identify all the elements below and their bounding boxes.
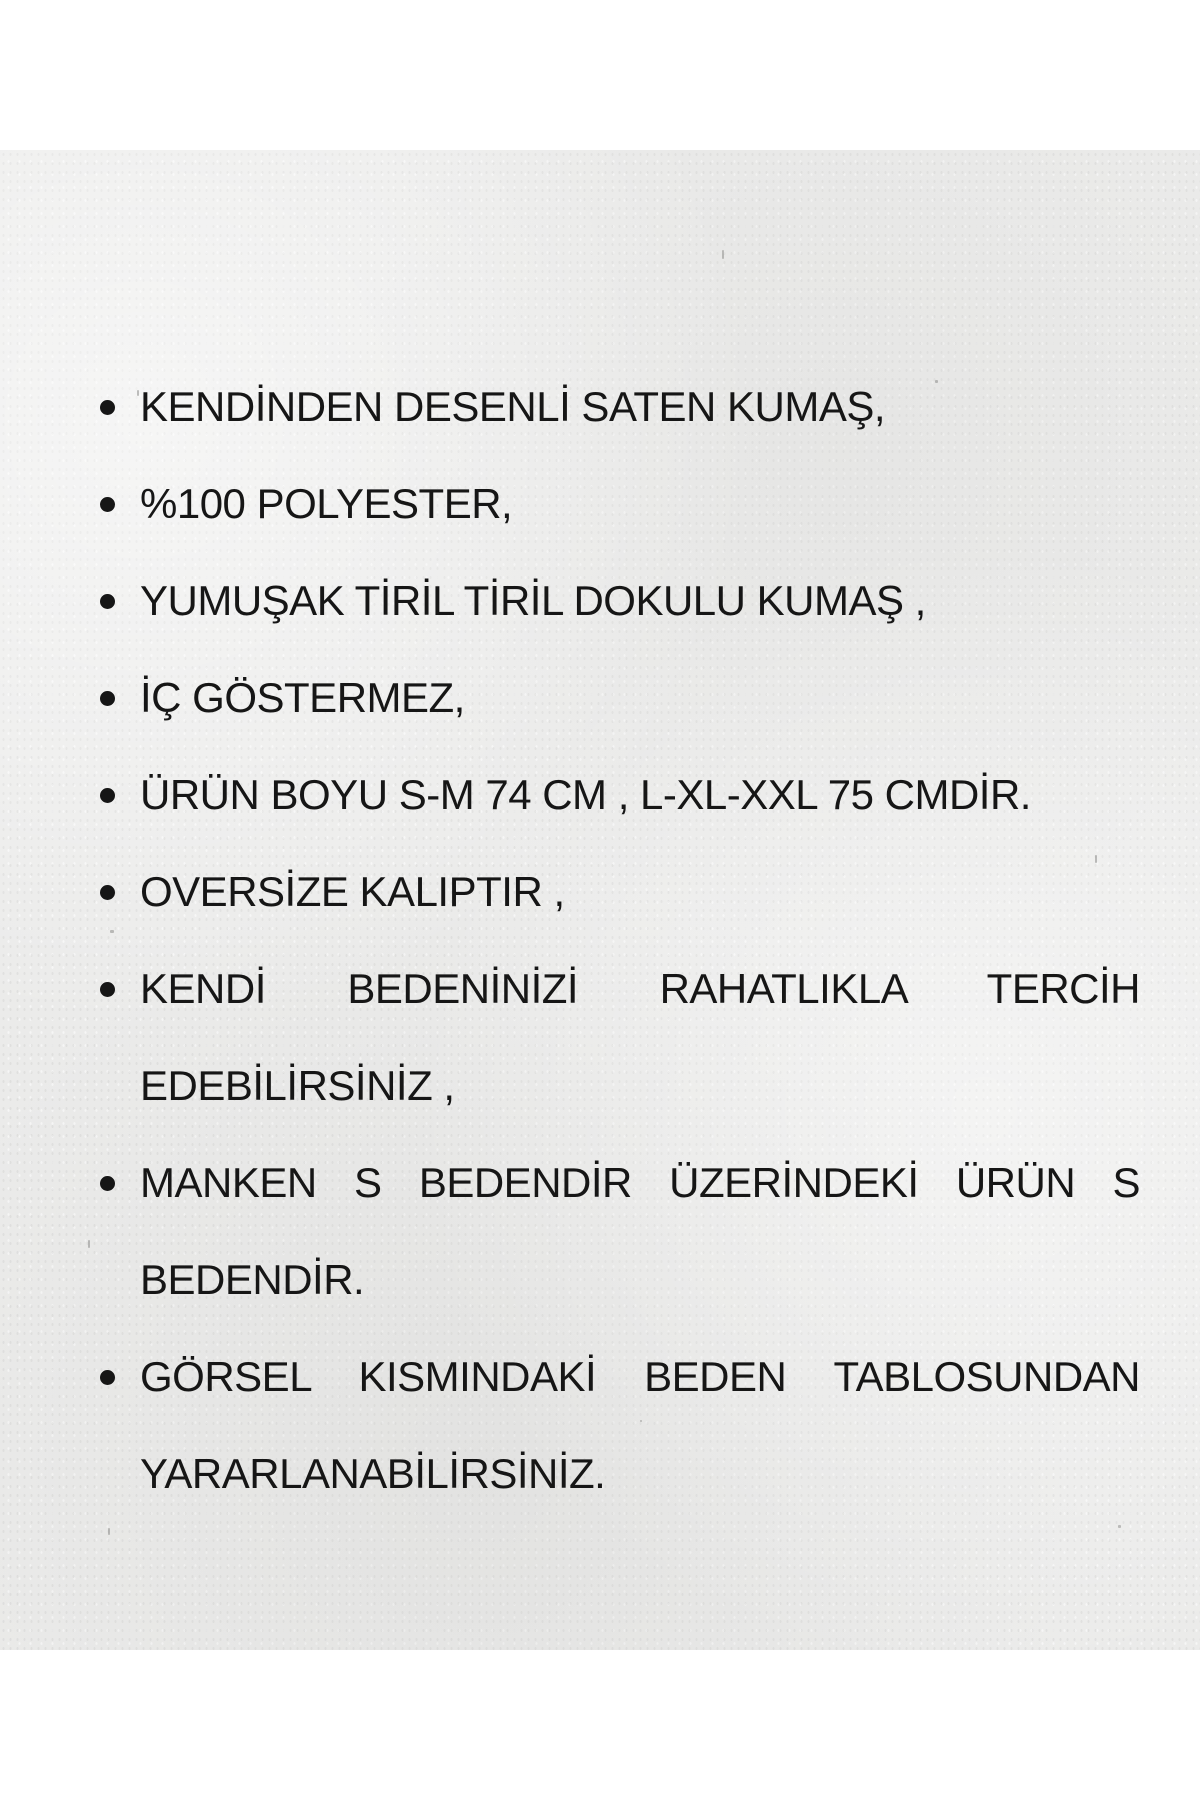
paper-speck [1118, 1525, 1121, 1528]
paper-speck [722, 250, 724, 259]
product-features-list [96, 358, 1140, 1522]
paper-speck [88, 1240, 90, 1248]
feature-item: İÇ GÖSTERMEZ, [96, 649, 1140, 746]
feature-item: KENDİ BEDENİNİZİ RAHATLIKLA TERCİH EDEBİLİRSİNİZ , [96, 940, 1140, 1134]
paper-speck [108, 1528, 110, 1535]
feature-item: GÖRSEL KISMINDAKİ BEDEN TABLOSUNDAN YARARLANABİLİRSİNİZ. [96, 1328, 1140, 1522]
feature-item: MANKEN S BEDENDİR ÜZERİNDEKİ ÜRÜN S BEDENDİR. [96, 1134, 1140, 1328]
feature-item: YUMUŞAK TİRİL TİRİL DOKULU KUMAŞ , [96, 552, 1140, 649]
feature-item: OVERSİZE KALIPTIR , [96, 843, 1140, 940]
feature-item: %100 POLYESTER, [96, 455, 1140, 552]
feature-item: KENDİNDEN DESENLİ SATEN KUMAŞ, [96, 358, 1140, 455]
feature-item: ÜRÜN BOYU S-M 74 CM , L-XL-XXL 75 CMDİR. [96, 746, 1140, 843]
